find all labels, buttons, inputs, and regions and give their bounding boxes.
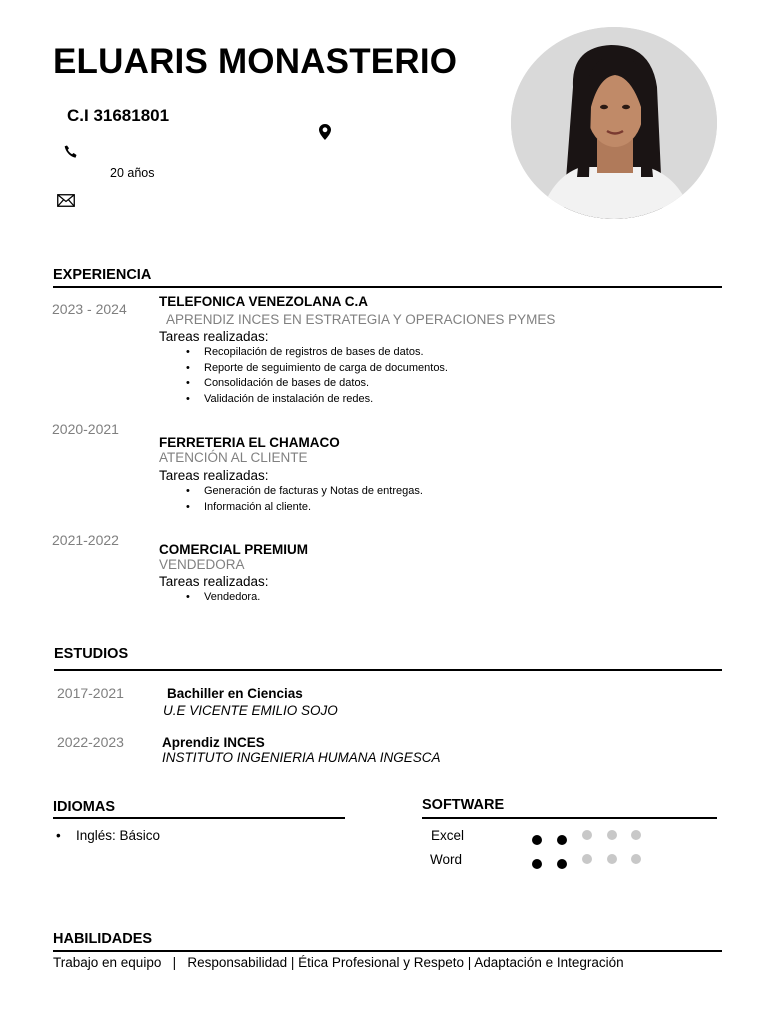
education-school: INSTITUTO INGENIERIA HUMANA INGESCA bbox=[162, 750, 441, 765]
rating-dot-filled bbox=[532, 835, 542, 845]
education-school: U.E VICENTE EMILIO SOJO bbox=[163, 703, 338, 718]
age-text: 20 años bbox=[110, 166, 155, 180]
job-dates: 2023 - 2024 bbox=[52, 301, 127, 317]
experience-section-title: EXPERIENCIA bbox=[53, 267, 152, 283]
candidate-name: ELUARIS MONASTERIO bbox=[53, 42, 458, 81]
skills-text: Trabajo en equipo | Responsabilidad | Ética Profesional y Respeto | Adaptación e Integración bbox=[53, 955, 624, 970]
skills-divider bbox=[53, 950, 722, 952]
task-item: • Reporte de seguimiento de carga de documentos. bbox=[182, 361, 448, 377]
job-dates: 2020-2021 bbox=[52, 421, 119, 437]
language-label: Inglés: Básico bbox=[76, 828, 161, 843]
mail-icon bbox=[57, 194, 75, 210]
job-company: TELEFONICA VENEZOLANA C.A bbox=[159, 294, 368, 309]
tasks-label: Tareas realizadas: bbox=[159, 329, 269, 344]
profile-photo bbox=[511, 27, 717, 219]
rating-dot-empty bbox=[631, 854, 641, 864]
languages-divider bbox=[53, 817, 345, 819]
job-company: FERRETERIA EL CHAMACO bbox=[159, 435, 340, 450]
rating-dot-filled bbox=[557, 835, 567, 845]
id-number: C.I 31681801 bbox=[67, 106, 170, 125]
software-name: Excel bbox=[431, 828, 465, 843]
task-item: • Vendedora. bbox=[182, 590, 260, 606]
education-section-title: ESTUDIOS bbox=[54, 646, 129, 662]
task-item: • Información al cliente. bbox=[182, 500, 423, 516]
job-role: VENDEDORA bbox=[159, 557, 245, 572]
task-list bbox=[182, 590, 260, 606]
rating-dot-filled bbox=[557, 859, 567, 869]
rating-dot-empty bbox=[607, 854, 617, 864]
rating-dot-empty bbox=[631, 830, 641, 840]
software-name: Word bbox=[430, 852, 463, 867]
tasks-label: Tareas realizadas: bbox=[159, 468, 269, 483]
rating-dot-empty bbox=[607, 830, 617, 840]
job-dates: 2021-2022 bbox=[52, 532, 119, 548]
task-item: • Recopilación de registros de bases de datos. bbox=[182, 345, 448, 361]
education-dates: 2022-2023 bbox=[57, 734, 124, 750]
task-item: • Generación de facturas y Notas de entregas. bbox=[182, 484, 423, 500]
education-dates: 2017-2021 bbox=[57, 685, 124, 701]
job-role: ATENCIÓN AL CLIENTE bbox=[159, 450, 308, 465]
experience-divider bbox=[53, 286, 722, 288]
education-title: Aprendiz INCES bbox=[162, 735, 265, 750]
phone-icon bbox=[64, 145, 78, 162]
job-role: APRENDIZ INCES EN ESTRATEGIA Y OPERACIONES PYMES bbox=[166, 312, 556, 327]
rating-dot-empty bbox=[582, 854, 592, 864]
language-item: • Inglés: Básico bbox=[56, 828, 161, 843]
task-item: • Validación de instalación de redes. bbox=[182, 392, 448, 408]
task-list bbox=[182, 345, 448, 407]
languages-section-title: IDIOMAS bbox=[53, 799, 116, 815]
tasks-label: Tareas realizadas: bbox=[159, 574, 269, 589]
software-section-title: SOFTWARE bbox=[422, 797, 505, 813]
rating-dot-filled bbox=[532, 859, 542, 869]
education-divider bbox=[54, 669, 722, 671]
software-divider bbox=[422, 817, 717, 819]
skills-section-title: HABILIDADES bbox=[53, 931, 153, 947]
rating-dot-empty bbox=[582, 830, 592, 840]
job-company: COMERCIAL PREMIUM bbox=[159, 542, 309, 557]
task-list bbox=[182, 484, 423, 515]
education-title: Bachiller en Ciencias bbox=[167, 686, 303, 701]
location-pin-icon bbox=[319, 124, 331, 143]
task-item: • Consolidación de bases de datos. bbox=[182, 376, 448, 392]
